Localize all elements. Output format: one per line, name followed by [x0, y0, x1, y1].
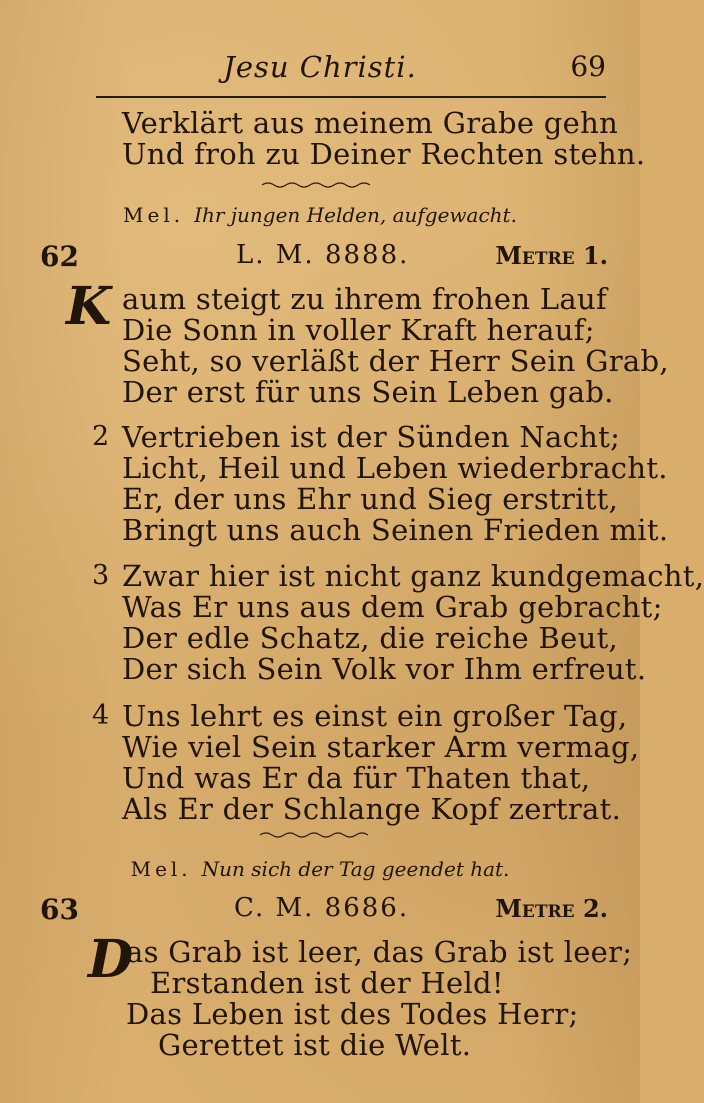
melody-title: Nun sich der Tag geendet hat.	[201, 857, 510, 881]
verse-line: Bringt uns auch Seinen Frieden mit.	[122, 513, 669, 547]
verse-line: Das Leben ist des Todes Herr;	[126, 997, 579, 1031]
verse-line: Der erst für uns Sein Leben gab.	[122, 375, 614, 409]
verse-line: Uns lehrt es einst ein großer Tag,	[122, 699, 628, 733]
hymn-number: 63	[40, 893, 79, 926]
metre-pattern: L. M. 8888.	[236, 240, 410, 270]
verse-line: Gerettet ist die Welt.	[158, 1028, 472, 1062]
verse-line: Und was Er da für Thaten that,	[122, 761, 591, 795]
verse-number: 3	[92, 560, 110, 591]
melody-label: Mel.	[123, 203, 185, 227]
ornament-divider	[260, 180, 380, 190]
verse-number: 4	[92, 700, 110, 731]
verse-line: Vertrieben ist der Sünden Nacht;	[122, 420, 621, 454]
verse-line: Was Er uns aus dem Grab gebracht;	[122, 590, 663, 624]
ornament-divider	[258, 830, 378, 840]
verse-line: Die Sonn in voller Kraft herauf;	[122, 313, 595, 347]
verse-line: Erstanden ist der Held!	[150, 966, 504, 1000]
page-number: 69	[570, 50, 606, 83]
hymn-number: 62	[40, 240, 79, 273]
verse-line: Als Er der Schlange Kopf zertrat.	[122, 792, 622, 826]
metre-label: Metre 2.	[495, 894, 608, 923]
continuation-line: Und froh zu Deiner Rechten stehn.	[122, 137, 646, 171]
verse-line: Er, der uns Ehr und Sieg erstritt,	[122, 482, 619, 516]
verse-line: Wie viel Sein starker Arm vermag,	[122, 730, 640, 764]
verse-line: Licht, Heil und Leben wiederbracht.	[122, 451, 668, 485]
verse-line: Der edle Schatz, die reiche Beut,	[122, 621, 619, 655]
verse-line: as Grab ist leer, das Grab ist leer;	[126, 935, 633, 969]
metre-label: Metre 1.	[495, 241, 608, 270]
verse-line: aum steigt zu ihrem frohen Lauf	[122, 282, 608, 316]
verse-line: Seht, so verläßt der Herr Sein Grab,	[122, 344, 669, 378]
melody-line	[0, 857, 640, 881]
drop-cap-initial: D	[88, 929, 134, 990]
header-rule	[96, 96, 606, 98]
continuation-line: Verklärt aus meinem Grabe gehn	[122, 106, 619, 140]
metre-pattern: C. M. 8686.	[234, 893, 410, 923]
melody-label: Mel.	[130, 857, 192, 881]
verse-line: Zwar hier ist nicht ganz kundgemacht,	[122, 559, 704, 593]
drop-cap-initial: K	[66, 276, 112, 337]
running-title: Jesu Christi.	[223, 50, 417, 84]
verse-line: Der sich Sein Volk vor Ihm erfreut.	[122, 652, 647, 686]
verse-number: 2	[92, 421, 110, 452]
melody-title: Ihr jungen Helden, aufgewacht.	[194, 203, 517, 227]
melody-line	[0, 203, 640, 227]
